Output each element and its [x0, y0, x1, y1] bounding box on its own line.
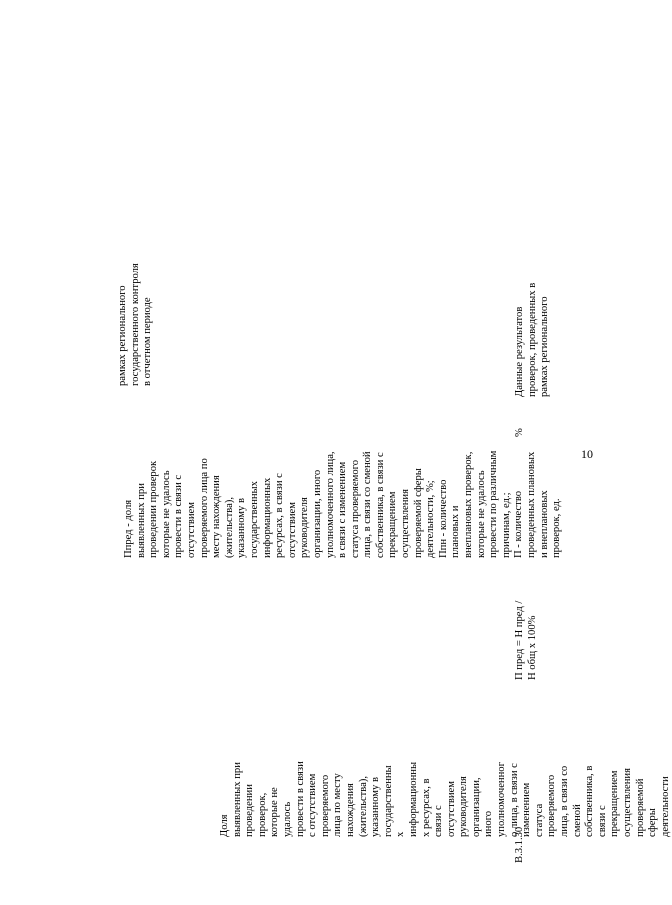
indicator-unit: % [514, 428, 525, 437]
indicator-name: Доля выявленных при проведении проверок, которые не удалось провести в связи с отсутствием проверяемого лица по месту нахождения (жительства), указанному в государственны х информационны х ресурсах, в связи с отсутствием руководителя организации, иного уполномоченног о лица, в связи с изменением статуса проверяемого лица, в связи со сменой собственника, в связи с прекращением осуществления проверяемой сферы деятельности [219, 761, 671, 837]
page-number: 10 [581, 447, 593, 461]
indicator-code: В.3.1.30 [514, 826, 525, 863]
indicator-source: Данные результатов проверок, проведенных в рамках регионального [514, 282, 551, 397]
indicator-formula: П пред = Н пред / Н общ х 100% [514, 600, 538, 680]
previous-row-source: рамках регионального государственного контроля в отчетном периоде [117, 263, 154, 386]
indicator-description: Ппред - доля выявленных при проведении проверок которые не удалось провести в связи с отсутствием проверяемого лица по месту нахождения (жительства), указанному в государственных информационных ресурсах, в связи с отсутствием руководителя организации, иного уполномоченного лица, в связи с изменением статуса проверяемого лица, в связи со сменой собственника, в связи с прекращением осуществления проверяемой сферы деятельности, %; Ппн - количество плановых и внеплановых проверок, которые не удалось провести по различным причинам, ед.; П - количество проведенных плановых и внеплановых проверок, ед. [123, 450, 563, 558]
